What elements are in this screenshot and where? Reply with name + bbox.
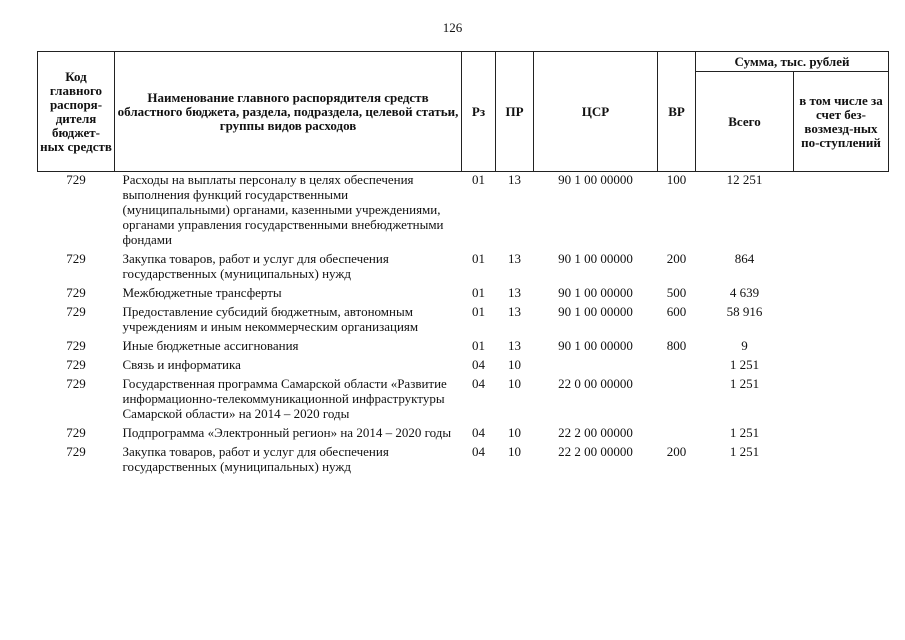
cell-pr: 13 (508, 285, 521, 300)
cell-code: 729 (66, 251, 86, 266)
cell-total: 1 251 (729, 425, 760, 440)
cell-incl (794, 357, 889, 376)
cell-total: 12 251 (726, 172, 763, 187)
cell-name: Закупка товаров, работ и услуг для обеспечения государственных (муниципальных) нужд (122, 444, 389, 474)
cell-rz: 01 (472, 172, 485, 187)
cell-incl (794, 425, 889, 444)
cell-pr: 10 (508, 376, 521, 391)
cell-name: Государственная программа Самарской области «Развитие информационно-телекоммуникационной инфраструктуры Самарской области» на 2014 – 2020 годы (122, 376, 447, 421)
header-csr: ЦСР (534, 52, 658, 172)
cell-rz: 01 (472, 304, 485, 319)
cell-csr: 90 1 00 00000 (558, 285, 633, 300)
cell-name: Закупка товаров, работ и услуг для обеспечения государственных (муниципальных) нужд (122, 251, 389, 281)
cell-pr: 13 (508, 251, 521, 266)
cell-total: 1 251 (729, 376, 760, 391)
table-body (38, 172, 889, 479)
cell-vr: 200 (666, 251, 687, 266)
cell-name: Иные бюджетные ассигнования (122, 338, 299, 353)
cell-total: 1 251 (729, 357, 760, 372)
cell-vr (658, 376, 696, 425)
cell-incl (794, 376, 889, 425)
header-pr: ПР (496, 52, 534, 172)
table-row (38, 304, 889, 338)
header-sum-group: Сумма, тыс. рублей (696, 52, 889, 72)
cell-incl (794, 251, 889, 285)
cell-csr: 90 1 00 00000 (558, 338, 633, 353)
header-name: Наименование главного распорядителя средств областного бюджета, раздела, подраздела, целевой статьи, группы видов расходов (115, 52, 462, 172)
budget-table (37, 51, 889, 478)
table-row (38, 285, 889, 304)
cell-incl (794, 444, 889, 478)
cell-code: 729 (66, 376, 86, 391)
table-row (38, 251, 889, 285)
cell-pr: 10 (508, 444, 521, 459)
cell-total: 1 251 (729, 444, 760, 459)
cell-rz: 04 (472, 425, 485, 440)
cell-code: 729 (66, 304, 86, 319)
cell-csr: 22 2 00 00000 (558, 425, 633, 440)
header-total: Всего (696, 72, 794, 172)
cell-csr: 22 0 00 00000 (558, 376, 633, 391)
cell-code: 729 (66, 444, 86, 459)
table-row (38, 172, 889, 252)
cell-incl (794, 304, 889, 338)
cell-rz: 04 (472, 376, 485, 391)
cell-pr: 10 (508, 357, 521, 372)
cell-csr: 90 1 00 00000 (558, 304, 633, 319)
cell-incl (794, 172, 889, 252)
cell-incl (794, 285, 889, 304)
cell-total: 9 (741, 338, 748, 353)
cell-vr: 500 (666, 285, 687, 300)
table-row (38, 357, 889, 376)
table-row (38, 338, 889, 357)
header-code: Код главного распоря-дителя бюджет-ных средств (38, 52, 115, 172)
cell-code: 729 (66, 425, 86, 440)
header-vr: ВР (658, 52, 696, 172)
cell-code: 729 (66, 172, 86, 187)
cell-code: 729 (66, 338, 86, 353)
cell-vr: 100 (666, 172, 687, 187)
cell-code: 729 (66, 357, 86, 372)
cell-rz: 01 (472, 251, 485, 266)
cell-csr (534, 357, 658, 376)
cell-code: 729 (66, 285, 86, 300)
header-incl: в том числе за счет без-возмезд-ных по-ступлений (794, 72, 889, 172)
cell-incl (794, 338, 889, 357)
cell-name: Связь и информатика (122, 357, 241, 372)
cell-pr: 10 (508, 425, 521, 440)
table-row (38, 376, 889, 425)
cell-rz: 04 (472, 444, 485, 459)
cell-csr: 90 1 00 00000 (558, 172, 633, 187)
cell-rz: 04 (472, 357, 485, 372)
cell-pr: 13 (508, 172, 521, 187)
table-row (38, 425, 889, 444)
cell-name: Межбюджетные трансферты (122, 285, 282, 300)
cell-name: Предоставление субсидий бюджетным, автономным учреждениям и иным некоммерческим организациям (122, 304, 419, 334)
header-rz: Рз (462, 52, 496, 172)
cell-vr (658, 357, 696, 376)
cell-pr: 13 (508, 338, 521, 353)
cell-rz: 01 (472, 338, 485, 353)
cell-name: Расходы на выплаты персоналу в целях обеспечения выполнения функций государственными (муниципальными) органами, казенными учреждениями, органами управления государственными внебюджетными фондами (122, 172, 444, 247)
cell-pr: 13 (508, 304, 521, 319)
cell-name: Подпрограмма «Электронный регион» на 2014 – 2020 годы (122, 425, 452, 440)
cell-total: 4 639 (729, 285, 760, 300)
table-row (38, 444, 889, 478)
cell-vr: 600 (666, 304, 687, 319)
cell-vr: 200 (666, 444, 687, 459)
cell-csr: 22 2 00 00000 (558, 444, 633, 459)
cell-rz: 01 (472, 285, 485, 300)
cell-total: 864 (734, 251, 755, 266)
cell-total: 58 916 (726, 304, 763, 319)
table-header (38, 52, 889, 172)
cell-vr (658, 425, 696, 444)
cell-vr: 800 (666, 338, 687, 353)
page-number: 126 (442, 20, 463, 35)
cell-csr: 90 1 00 00000 (558, 251, 633, 266)
